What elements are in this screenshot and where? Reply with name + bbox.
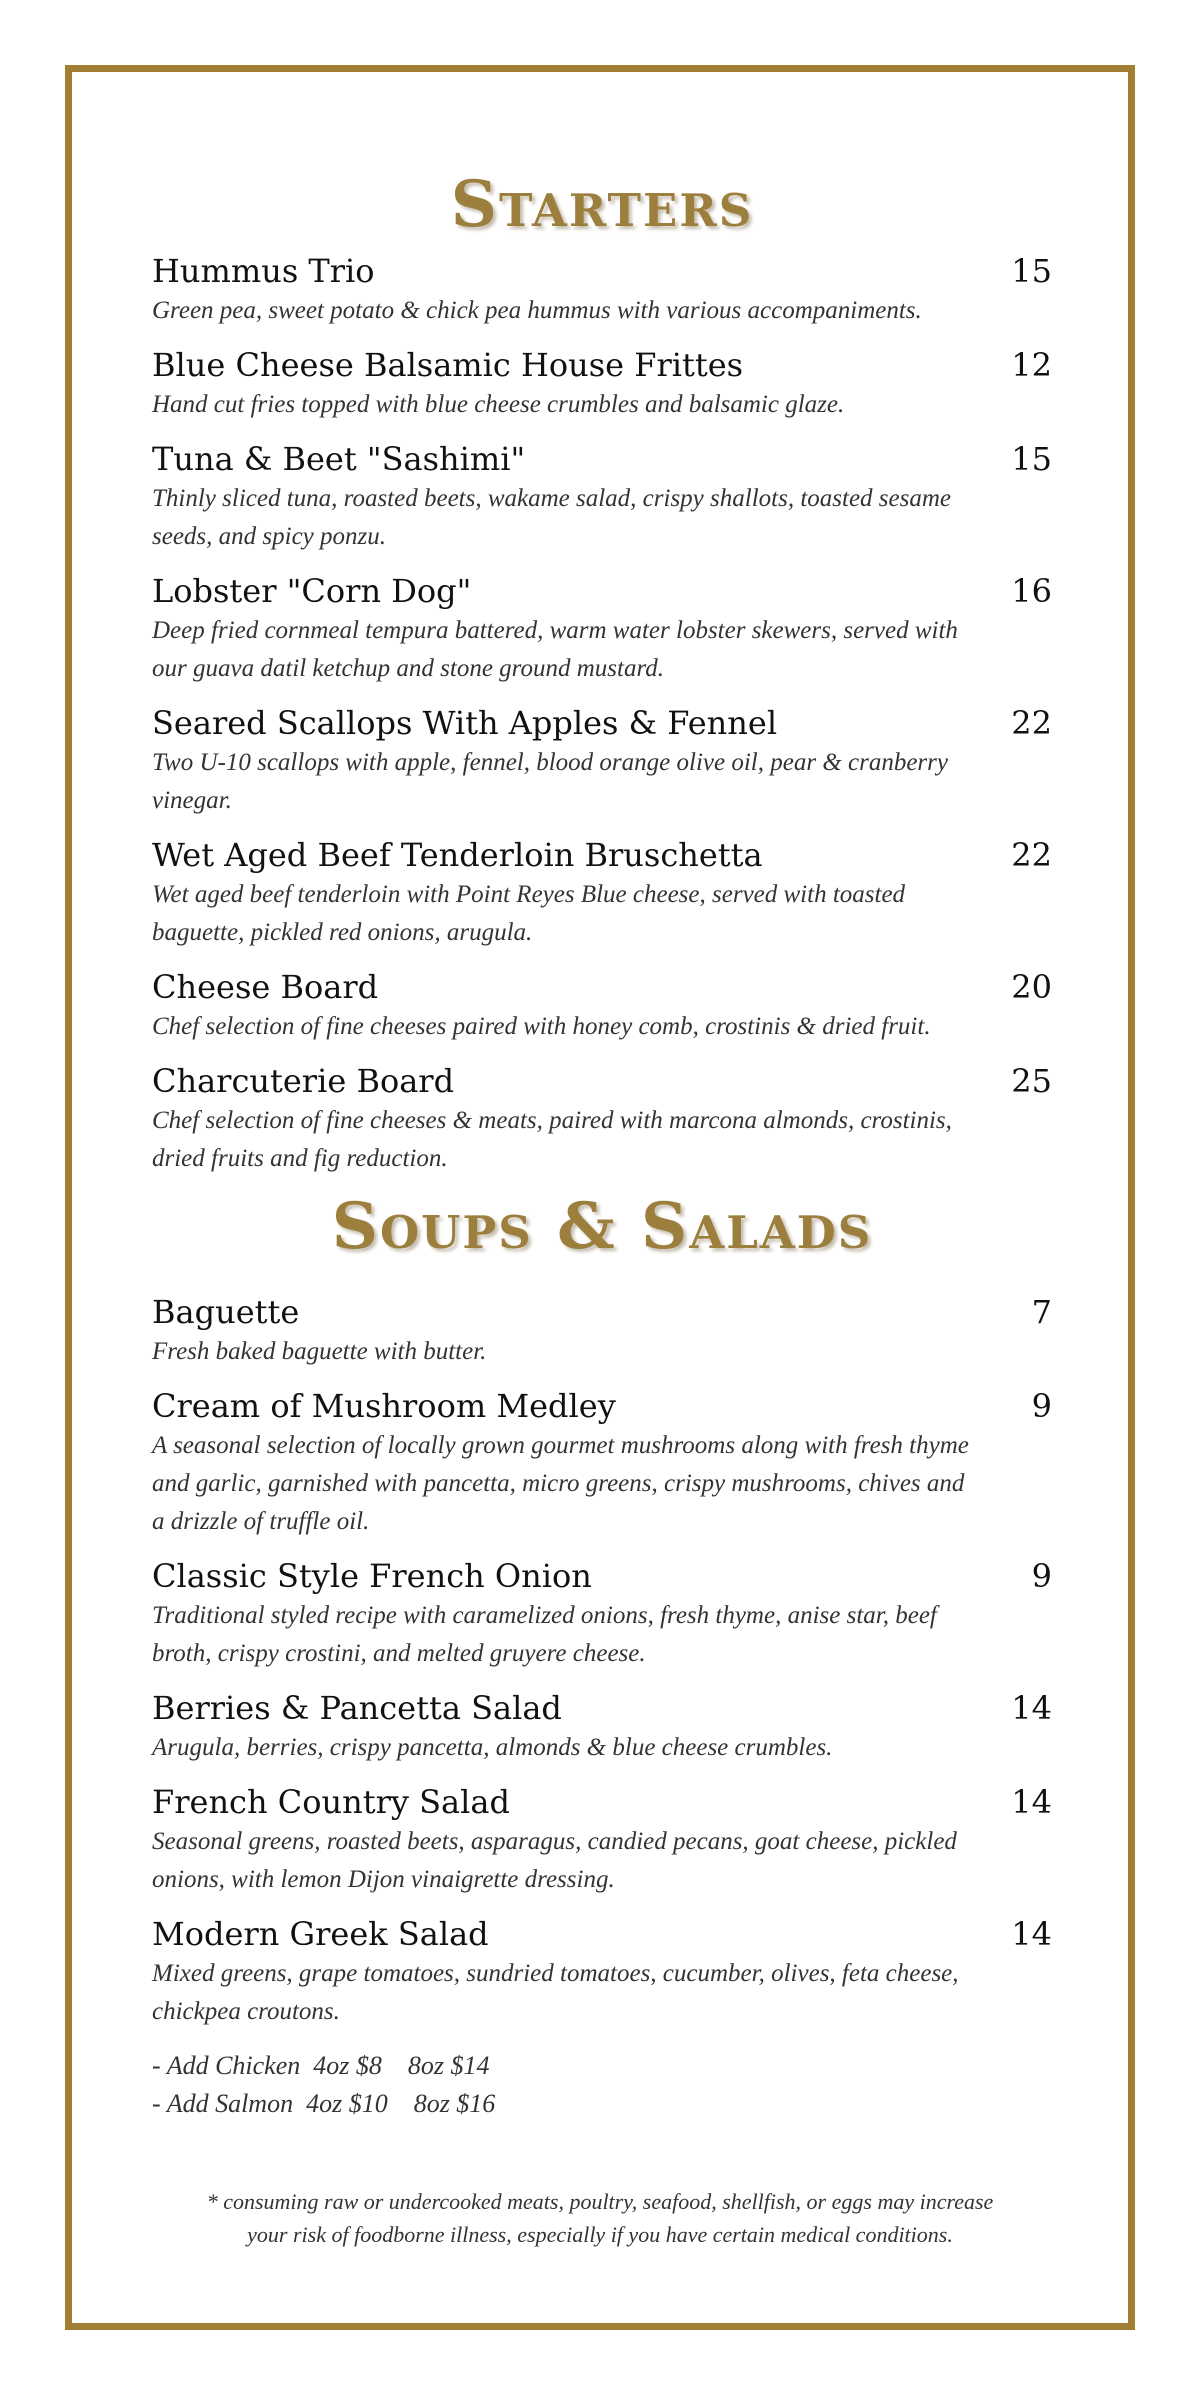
menu-item — [152, 1060, 1052, 1178]
item-description: Chef selection of fine cheeses & meats, paired with marcona almonds, crostinis, dried fruits and fig reduction. — [152, 1107, 952, 1173]
item-description: Thinly sliced tuna, roasted beets, wakame salad, crispy shallots, toasted sesame seeds, and spicy ponzu. — [152, 485, 951, 551]
menu-item — [152, 966, 1052, 1046]
item-name: Blue Cheese Balsamic House Frittes — [152, 346, 744, 385]
item-name: Hummus Trio — [152, 252, 375, 291]
item-name: Baguette — [152, 1292, 300, 1331]
menu-item — [152, 1385, 1052, 1541]
addon-chicken: - Add Chicken 4oz $8 8oz $14 — [152, 2050, 490, 2080]
item-name: Berries & Pancetta Salad — [152, 1688, 562, 1727]
item-description: Chef selection of fine cheeses paired with honey comb, crostinis & dried fruit. — [152, 1013, 931, 1041]
salad-addons — [152, 2047, 1052, 2123]
item-price: 14 — [1011, 1914, 1052, 1953]
soups-salads-list — [152, 1291, 1052, 2123]
menu-item — [152, 438, 1052, 556]
item-name: French Country Salad — [152, 1782, 510, 1821]
menu-item — [152, 250, 1052, 330]
item-name: Seared Scallops With Apples & Fennel — [152, 704, 778, 743]
item-description: Arugula, berries, crispy pancetta, almonds & blue cheese crumbles. — [152, 1733, 833, 1761]
item-description: Two U-10 scallops with apple, fennel, blood orange olive oil, pear & cranberry vinegar. — [152, 749, 948, 815]
item-price: 9 — [1031, 1386, 1052, 1425]
item-description: Traditional styled recipe with caramelized onions, fresh thyme, anise star, beef broth, crispy crostini, and melted gruyere cheese. — [152, 1601, 937, 1667]
menu-item — [152, 1913, 1052, 2031]
item-description: Fresh baked baguette with butter. — [152, 1337, 487, 1365]
menu-item — [152, 1687, 1052, 1767]
item-description: Wet aged beef tenderloin with Point Reyes Blue cheese, served with toasted baguette, pickled red onions, arugula. — [152, 881, 906, 947]
section-title-soups-salads: Soups & Salads — [331, 1189, 873, 1265]
menu-content — [152, 167, 1052, 2123]
item-description: Deep fried cornmeal tempura battered, warm water lobster skewers, served with our guava datil ketchup and stone ground mustard. — [152, 617, 958, 683]
item-description: Seasonal greens, roasted beets, asparagus, candied pecans, goat cheese, pickled onions, with lemon Dijon vinaigrette dressing. — [152, 1827, 957, 1893]
menu-item — [152, 1781, 1052, 1899]
menu-item — [152, 1291, 1052, 1371]
item-name: Wet Aged Beef Tenderloin Bruschetta — [152, 836, 763, 875]
item-price: 7 — [1031, 1292, 1052, 1331]
item-price: 15 — [1011, 440, 1052, 479]
menu-item — [152, 1555, 1052, 1673]
item-name: Lobster "Corn Dog" — [152, 572, 472, 611]
item-price: 20 — [1011, 968, 1052, 1007]
item-price: 16 — [1011, 572, 1052, 611]
addon-salmon: - Add Salmon 4oz $10 8oz $16 — [152, 2088, 496, 2118]
item-price: 12 — [1011, 346, 1052, 385]
menu-item — [152, 344, 1052, 424]
item-price: 22 — [1011, 836, 1052, 875]
item-name: Classic Style French Onion — [152, 1556, 592, 1595]
item-price: 15 — [1011, 252, 1052, 291]
item-description: A seasonal selection of locally grown gourmet mushrooms along with fresh thyme and garlic, garnished with pancetta, micro greens, crispy mushrooms, chives and a drizzle of truffle oil. — [152, 1431, 969, 1535]
item-price: 25 — [1011, 1062, 1052, 1101]
item-name: Tuna & Beet "Sashimi" — [152, 440, 526, 479]
menu-item — [152, 834, 1052, 952]
food-safety-disclaimer: * consuming raw or undercooked meats, poultry, seafood, shellfish, or eggs may increase your risk of foodborne illness, especially if you have certain medical conditions. — [206, 2189, 994, 2247]
starters-list — [152, 250, 1052, 1178]
item-name: Cream of Mushroom Medley — [152, 1386, 616, 1425]
item-name: Charcuterie Board — [152, 1062, 455, 1101]
item-name: Modern Greek Salad — [152, 1914, 489, 1953]
item-price: 14 — [1011, 1688, 1052, 1727]
item-name: Cheese Board — [152, 968, 379, 1007]
section-title-starters: Starters — [450, 167, 754, 242]
menu-item — [152, 702, 1052, 820]
item-description: Green pea, sweet potato & chick pea hummus with various accompaniments. — [152, 297, 922, 325]
item-price: 22 — [1011, 704, 1052, 743]
menu-item — [152, 570, 1052, 688]
item-description: Hand cut fries topped with blue cheese crumbles and balsamic glaze. — [152, 391, 845, 419]
item-price: 14 — [1011, 1782, 1052, 1821]
item-price: 9 — [1031, 1556, 1052, 1595]
item-description: Mixed greens, grape tomatoes, sundried tomatoes, cucumber, olives, feta cheese, chickpea croutons. — [152, 1959, 959, 2025]
